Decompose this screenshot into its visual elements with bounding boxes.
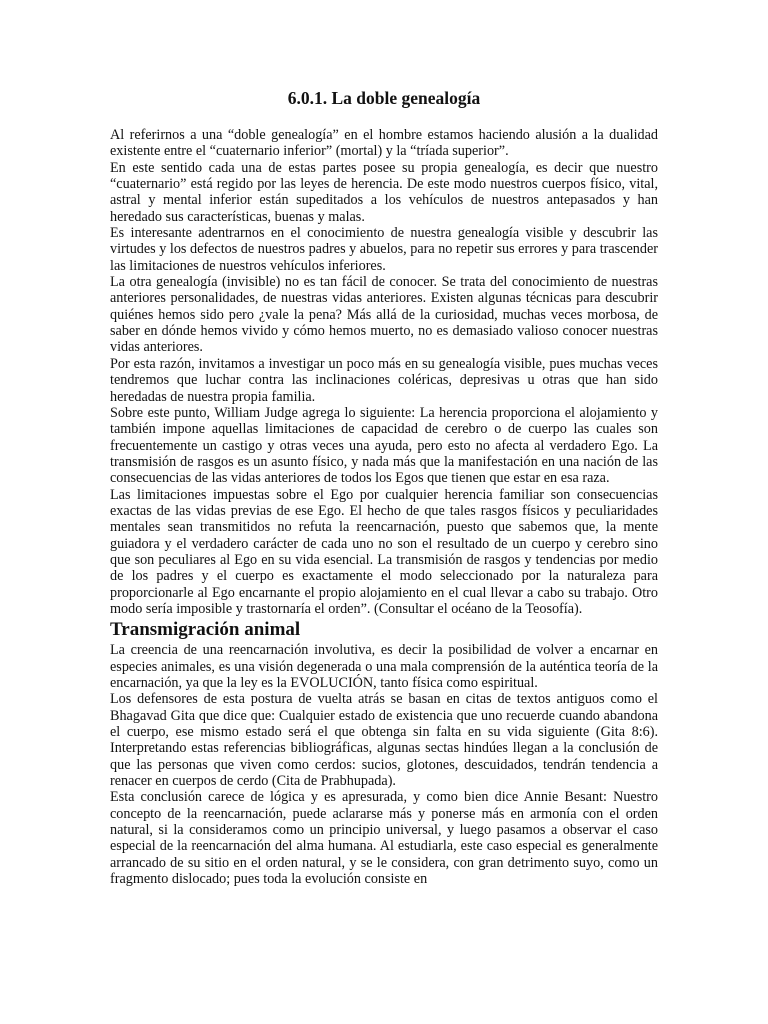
section-heading: Transmigración animal bbox=[110, 619, 301, 641]
paragraph: Es interesante adentrarnos en el conocimiento de nuestra genealogía visible y descubrir las virtudes y los defectos de nuestros padres y abuelos, para no repetir sus errores y para trascender las limitaciones de nuestros vehículos inferiores. bbox=[110, 225, 658, 274]
document-page bbox=[110, 87, 658, 887]
paragraph: Por esta razón, invitamos a investigar un poco más en su genealogía visible, pues muchas veces tendremos que luchar contra las inclinaciones coléricas, depresivas u otras que han sido heredadas de nuestra propia familia. bbox=[110, 355, 658, 405]
page-title: 6.0.1. La doble genealogía bbox=[287, 88, 481, 108]
paragraph: Al referirnos a una “doble genealogía” en el hombre estamos haciendo alusión a la dualidad existente entre el “cuaternario inferior” (mortal) y la “tríada superior”. bbox=[110, 127, 658, 160]
paragraph: Esta conclusión carece de lógica y es apresurada, y como bien dice Annie Besant: Nuestro concepto de la reencarnación, puede aclararse más y ponerse más en armonía con el orden natural, si la consideramos como un principio universal, y luego pasamos a observar el caso especial de la reencarnación del alma humana. Al estudiarla, este caso especial es generalmente arrancado de su sitio en el orden natural, y se le considera, con gran detrimento suyo, como un fragmento dislocado; pues toda la evolución consiste en bbox=[110, 789, 658, 888]
paragraph: Sobre este punto, William Judge agrega lo siguiente: La herencia proporciona el alojamiento y también impone aquellas limitaciones de capacidad de cerebro o de cuerpo las cuales son frecuentemente un castigo y otras veces una ayuda, pero esto no afecta al verdadero Ego. La transmisión de rasgos es un asunto físico, y nada más que la manifestación en una nación de las consecuencias de las vidas anteriores de todos los Egos que tienen que estar en esa raza. bbox=[110, 404, 658, 487]
paragraph: En este sentido cada una de estas partes posee su propia genealogía, es decir que nuestro “cuaternario” está regido por las leyes de herencia. De este modo nuestros cuerpos físico, vital, astral y mental inferior están supeditados a los vehículos de nuestros antepasados y han heredado sus características, buenas y malas. bbox=[110, 159, 658, 225]
paragraph: La otra genealogía (invisible) no es tan fácil de conocer. Se trata del conocimiento de nuestras anteriores personalidades, de nuestras vidas anteriores. Existen algunas técnicas para descubrir quiénes hemos sido pero ¿vale la pena? Más allá de la curiosidad, muchas veces morbosa, de saber en dónde hemos vivido y cómo hemos muerto, no es demasiado valioso conocer nuestras vidas anteriores. bbox=[110, 274, 658, 356]
paragraph: La creencia de una reencarnación involutiva, es decir la posibilidad de volver a encarnar en especies animales, es una visión degenerada o una mala comprensión de la auténtica teoría de la encarnación, ya que la ley es la EVOLUCIÓN, tanto física como espiritual. bbox=[110, 642, 658, 691]
paragraph: Los defensores de esta postura de vuelta atrás se basan en citas de textos antiguos como el Bhagavad Gita que dice que: Cualquier estado de existencia que uno recuerde cuando abandona el cuerpo, ese mismo estado será el que obtenga sin falta en su vida siguiente (Gita 8:6). Interpretando estas referencias bibliográficas, algunas sectas hindúes llegan a la conclusión de que las personas que viven como cerdos: sucios, glotones, descuidados, tendrán tendencia a renacer en cuerpos de cerdo (Cita de Prabhupada). bbox=[110, 691, 658, 790]
paragraph: Las limitaciones impuestas sobre el Ego por cualquier herencia familiar son consecuencias exactas de las vidas previas de ese Ego. El hecho de que tales rasgos físicos y peculiaridades mentales sean transmitidos no refuta la reencarnación, puesto que sabemos que, la mente guiadora y el verdadero carácter de cada uno no son el resultado de un cuerpo y cerebro sino que son peculiares al Ego en su vida esencial. La transmisión de rasgos y tendencias por medio de los padres y el cuerpo es exactamente el modo seleccionado por la naturaleza para proporcionarle al Ego encarnante el propio alojamiento en el cual llevar a cabo su trabajo. Otro modo sería imposible y trastornaría el orden”. (Consultar el océano de la Teosofía). bbox=[110, 486, 658, 617]
